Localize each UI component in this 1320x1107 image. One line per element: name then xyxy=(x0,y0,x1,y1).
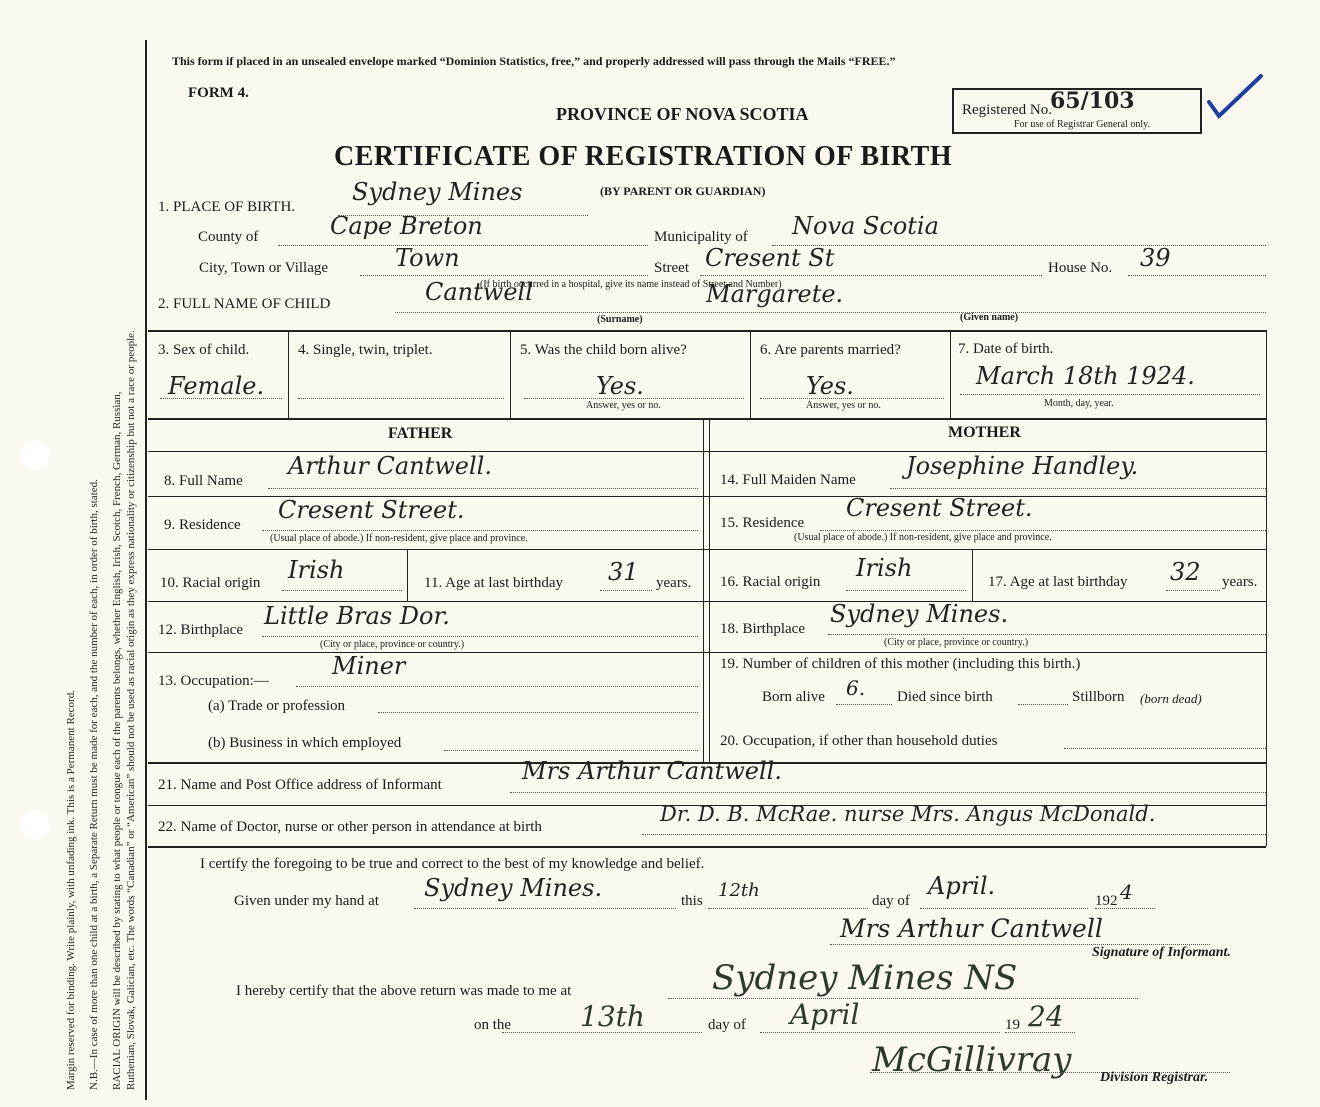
born-alive-count-value: 6. xyxy=(846,676,866,700)
registrar-place-value: Sydney Mines NS xyxy=(712,958,1018,998)
cell-divider xyxy=(950,330,951,418)
house-number-label: House No. xyxy=(1048,260,1113,276)
single-twin-label: 4. Single, twin, triplet. xyxy=(298,342,433,358)
dotted-line xyxy=(700,275,1042,276)
margin-note-binding: Margin reserved for binding. Write plainly, with unfading ink. This is a Permanent Record. xyxy=(65,690,77,1090)
table-rule xyxy=(148,549,1266,550)
mother-name-label: 14. Full Maiden Name xyxy=(720,472,856,488)
date-of-birth-note: Month, day, year. xyxy=(1044,398,1114,409)
county-label: County of xyxy=(198,229,259,245)
mother-birthplace-label: 18. Birthplace xyxy=(720,621,805,637)
doctor-label: 22. Name of Doctor, nurse or other person in attendance at birth xyxy=(158,819,542,835)
county-value: Cape Breton xyxy=(330,212,483,240)
municipality-label: Municipality of xyxy=(654,229,748,245)
dotted-line xyxy=(510,792,1266,793)
dotted-line xyxy=(296,686,698,687)
registered-box xyxy=(952,88,1202,134)
table-rule xyxy=(148,846,1266,848)
dotted-line xyxy=(668,998,1138,999)
father-race-label: 10. Racial origin xyxy=(160,575,261,591)
registered-note: For use of Registrar General only. xyxy=(1014,119,1150,130)
father-birthplace-note: (City or place, province or country.) xyxy=(320,639,465,650)
margin-note-racial-origin-cont: Ruthenian, Slovak, Galician, etc. The words “Canadian” or “American” should not be used as racial origin as they express nationality or citizenship but not a race or people. xyxy=(125,330,137,1090)
dotted-line xyxy=(160,398,282,399)
certify-month-value: April. xyxy=(928,872,996,900)
on-the-label: on the xyxy=(474,1017,512,1033)
father-age-years: years. xyxy=(656,575,692,591)
mother-age-label: 17. Age at last birthday xyxy=(988,574,1128,590)
cell-divider xyxy=(750,330,751,418)
mother-residence-label: 15. Residence xyxy=(720,515,805,531)
margin-line xyxy=(145,40,147,1100)
father-name-label: 8. Full Name xyxy=(164,473,243,489)
parent-guardian-note: (BY PARENT OR GUARDIAN) xyxy=(600,184,766,198)
given-name-caption: (Given name) xyxy=(960,312,1019,323)
father-residence-value: Cresent Street. xyxy=(278,496,465,524)
father-occupation-label: 13. Occupation:— xyxy=(158,673,269,689)
dotted-line xyxy=(1166,590,1220,591)
mother-name-value: Josephine Handley. xyxy=(906,452,1139,480)
registrar-signature: McGillivray xyxy=(872,1040,1072,1080)
certificate-title: CERTIFICATE OF REGISTRATION OF BIRTH xyxy=(334,141,953,172)
mother-age-value: 32 xyxy=(1170,558,1201,586)
dotted-line xyxy=(1064,748,1266,749)
house-number-value: 39 xyxy=(1140,244,1171,272)
dotted-line xyxy=(642,834,1266,835)
day-of-label: day of xyxy=(872,893,910,909)
mother-heading: MOTHER xyxy=(948,424,1021,441)
born-alive-note: Answer, yes or no. xyxy=(586,400,661,411)
informant-value: Mrs Arthur Cantwell. xyxy=(522,757,782,785)
parents-married-note: Answer, yes or no. xyxy=(806,400,881,411)
dotted-line xyxy=(360,275,648,276)
dotted-line xyxy=(414,908,676,909)
dotted-line xyxy=(846,590,966,591)
child-given-value: Margarete. xyxy=(706,280,844,308)
dotted-line xyxy=(760,398,944,399)
municipality-value: Nova Scotia xyxy=(792,212,939,240)
informant-signature-label: Signature of Informant. xyxy=(1092,945,1231,960)
born-alive-value: Yes. xyxy=(596,372,644,400)
cell-divider xyxy=(407,549,408,601)
registrar-year-prefix: 19 xyxy=(1005,1017,1020,1033)
dotted-line xyxy=(262,636,698,637)
punch-hole xyxy=(20,810,50,840)
dotted-line xyxy=(600,590,652,591)
doctor-value: Dr. D. B. McRae. nurse Mrs. Angus McDonald. xyxy=(660,802,1156,826)
child-name-label: 2. FULL NAME OF CHILD xyxy=(158,296,331,312)
mother-birthplace-value: Sydney Mines. xyxy=(830,600,1009,628)
dotted-line xyxy=(444,750,698,751)
number-of-children-label: 19. Number of children of this mother (including this birth.) xyxy=(720,656,1081,672)
father-heading: FATHER xyxy=(388,425,453,442)
dotted-line xyxy=(262,530,698,531)
registered-number: 65/103 xyxy=(1050,88,1135,114)
stillborn-note: (born dead) xyxy=(1140,691,1202,706)
city-label: City, Town or Village xyxy=(199,260,329,276)
table-rule xyxy=(148,652,1266,653)
registrar-day-value: 13th xyxy=(580,1000,645,1033)
mother-race-label: 16. Racial origin xyxy=(720,574,821,590)
date-of-birth-value: March 18th 1924. xyxy=(976,362,1195,390)
certify-day-value: 12th xyxy=(718,880,760,901)
father-age-value: 31 xyxy=(608,558,639,586)
father-occupation-value: Miner xyxy=(332,652,406,680)
mother-birthplace-note: (City or place, province or country.) xyxy=(884,637,1029,648)
mother-occupation-label: 20. Occupation, if other than household duties xyxy=(720,733,998,749)
trade-profession-label: (a) Trade or profession xyxy=(208,698,346,714)
dotted-line xyxy=(820,530,1266,531)
dotted-line xyxy=(268,488,698,489)
given-under-hand-label: Given under my hand at xyxy=(234,893,379,909)
parents-married-value: Yes. xyxy=(806,372,854,400)
registrar-month-value: April xyxy=(790,998,860,1031)
table-rule xyxy=(148,418,1266,420)
place-of-birth-value: Sydney Mines xyxy=(352,178,523,206)
street-value: Cresent St xyxy=(705,244,835,272)
father-birthplace-label: 12. Birthplace xyxy=(158,622,243,638)
mother-residence-value: Cresent Street. xyxy=(846,494,1033,522)
street-label: Street xyxy=(654,260,689,276)
mother-age-years: years. xyxy=(1222,574,1258,590)
dotted-line xyxy=(772,245,1266,246)
this-label: this xyxy=(681,893,703,909)
province-heading: PROVINCE OF NOVA SCOTIA xyxy=(556,104,809,124)
table-rule xyxy=(148,330,1266,332)
dotted-line xyxy=(920,908,1088,909)
born-alive-label: 5. Was the child born alive? xyxy=(520,342,687,358)
sex-value: Female. xyxy=(168,372,265,400)
father-mother-divider xyxy=(709,418,710,762)
business-employed-label: (b) Business in which employed xyxy=(208,735,402,751)
dotted-line xyxy=(395,312,1266,313)
father-age-label: 11. Age at last birthday xyxy=(424,575,563,591)
city-value: Town xyxy=(395,244,460,272)
table-right-edge xyxy=(1266,330,1267,846)
given-place-value: Sydney Mines. xyxy=(424,874,603,902)
father-residence-label: 9. Residence xyxy=(164,517,241,533)
stillborn-label: Stillborn xyxy=(1072,689,1125,705)
registrar-year-value: 24 xyxy=(1028,1000,1064,1033)
died-since-birth-label: Died since birth xyxy=(897,689,993,705)
dotted-line xyxy=(1005,1032,1075,1033)
date-of-birth-label: 7. Date of birth. xyxy=(958,341,1054,357)
father-race-value: Irish xyxy=(288,556,345,584)
top-notice: This form if placed in an unsealed envelope marked “Dominion Statistics, free,” and properly addressed will pass through the Mails “FREE.” xyxy=(172,54,896,68)
dotted-line xyxy=(828,634,1266,635)
punch-hole xyxy=(20,440,50,470)
dotted-line xyxy=(1018,704,1068,705)
registered-label: Registered No. xyxy=(962,102,1052,118)
informant-signature: Mrs Arthur Cantwell xyxy=(840,914,1103,943)
hospital-note: (If birth occurred in a hospital, give its name instead of Street and Number) xyxy=(480,279,782,290)
dotted-line xyxy=(836,704,892,705)
dotted-line xyxy=(1095,908,1155,909)
certify-statement: I certify the foregoing to be true and correct to the best of my knowledge and belief. xyxy=(200,856,705,872)
sex-label: 3. Sex of child. xyxy=(158,342,250,358)
father-name-value: Arthur Cantwell. xyxy=(288,452,492,480)
informant-label: 21. Name and Post Office address of Informant xyxy=(158,777,442,793)
cell-divider xyxy=(288,330,289,418)
margin-note-multiple-births: N.B.—In case of more than one child at a birth, a Separate Return must be made for each, and the number of each, in order of birth, stated. xyxy=(88,479,100,1090)
dotted-line xyxy=(502,1032,702,1033)
form-number: FORM 4. xyxy=(188,85,249,101)
dotted-line xyxy=(1128,275,1266,276)
margin-note-racial-origin: RACIAL ORIGIN will be described by stating to what people or tongue each of the parents belongs, whether English, Irish, Scotch, French, German, Russian, xyxy=(111,391,123,1090)
dotted-line xyxy=(960,394,1260,395)
surname-caption: (Surname) xyxy=(597,314,643,325)
father-birthplace-value: Little Bras Dor. xyxy=(264,602,450,630)
father-mother-divider xyxy=(703,418,704,762)
registrar-signature-label: Division Registrar. xyxy=(1100,1070,1209,1085)
dotted-line xyxy=(524,398,744,399)
cell-divider xyxy=(510,330,511,418)
dotted-line xyxy=(278,245,648,246)
registrar-statement: I hereby certify that the above return was made to me at xyxy=(236,983,572,999)
place-of-birth-label: 1. PLACE OF BIRTH. xyxy=(158,199,296,215)
dotted-line xyxy=(282,590,402,591)
certify-year-value: 4 xyxy=(1120,880,1133,904)
parents-married-label: 6. Are parents married? xyxy=(760,342,901,358)
certify-year-prefix: 192 xyxy=(1095,893,1118,909)
dotted-line xyxy=(298,398,504,399)
dotted-line xyxy=(760,1032,1000,1033)
check-mark-icon xyxy=(1205,72,1265,127)
dotted-line xyxy=(708,908,868,909)
registrar-day-of-label: day of xyxy=(708,1017,746,1033)
cell-divider xyxy=(972,549,973,601)
father-residence-note: (Usual place of abode.) If non-resident, give place and province. xyxy=(270,533,528,544)
mother-residence-note: (Usual place of abode.) If non-resident, give place and province. xyxy=(794,532,1052,543)
born-alive-count-label: Born alive xyxy=(762,689,825,705)
mother-race-value: Irish xyxy=(856,554,913,582)
dotted-line xyxy=(890,488,1266,489)
child-surname-value: Cantwell xyxy=(425,278,533,306)
dotted-line xyxy=(378,712,698,713)
